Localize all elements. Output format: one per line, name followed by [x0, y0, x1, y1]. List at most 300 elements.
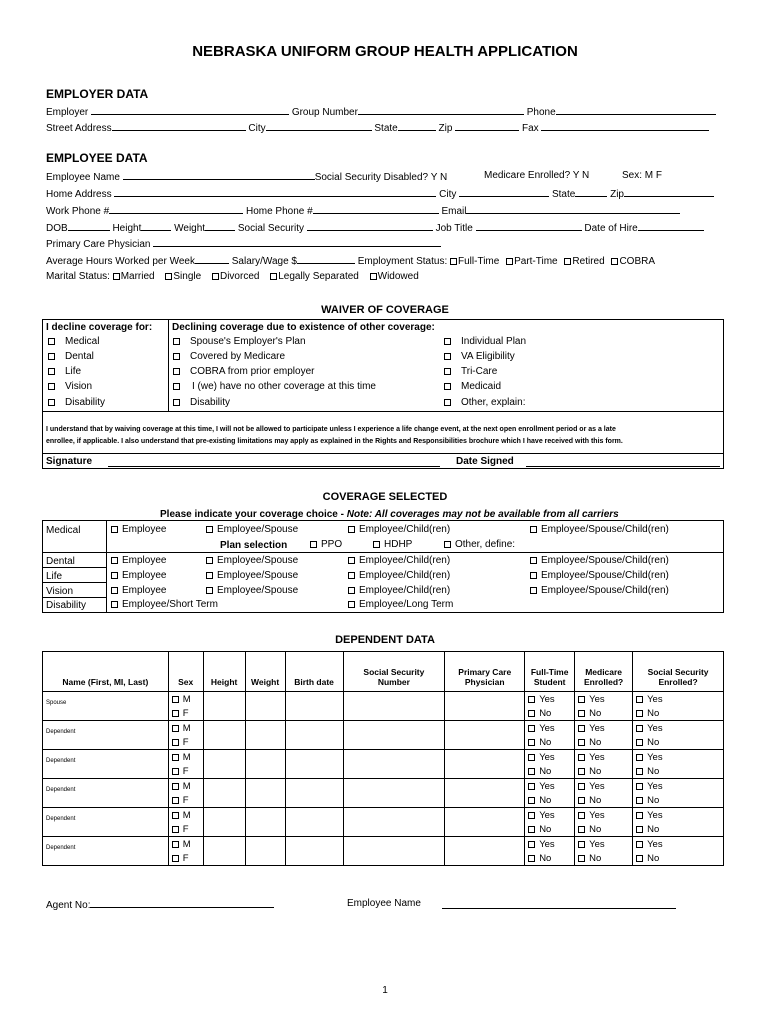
- student-no-checkbox[interactable]: [528, 739, 535, 746]
- vision-emp-children-checkbox[interactable]: [348, 587, 355, 594]
- dependent-pcp-cell[interactable]: [445, 779, 525, 808]
- dental-employee[interactable]: [111, 555, 166, 566]
- decline-life[interactable]: [48, 366, 81, 377]
- employer-city-field[interactable]: [266, 121, 372, 131]
- decline-dental-checkbox[interactable]: [48, 353, 55, 360]
- plan-hdhp-checkbox[interactable]: [373, 541, 380, 548]
- student-no-checkbox[interactable]: [528, 710, 535, 717]
- dependent-height-cell[interactable]: [203, 692, 245, 721]
- header-ss-number: Social Security Number: [343, 652, 445, 692]
- ss-yes-cell[interactable]: [633, 808, 724, 823]
- married-checkbox[interactable]: [113, 273, 120, 280]
- other-disability[interactable]: [173, 397, 230, 408]
- medicare-no-cell[interactable]: [575, 822, 633, 837]
- ss-no-cell[interactable]: [633, 764, 724, 779]
- decline-disability[interactable]: [48, 397, 105, 408]
- ss-yes-cell[interactable]: [633, 779, 724, 794]
- student-yes-label: Yes: [539, 751, 555, 763]
- other-cobra[interactable]: [173, 366, 314, 377]
- medical-employee-label: Employee: [122, 524, 167, 535]
- dependent-pcp-cell[interactable]: [445, 750, 525, 779]
- separated-label: Legally Separated: [278, 271, 359, 282]
- sex-m-label: M: [182, 780, 191, 792]
- plan-hdhp[interactable]: [373, 539, 412, 550]
- dependent-weight-cell[interactable]: [245, 692, 285, 721]
- ss-no-label: No: [647, 852, 660, 864]
- job-title-field[interactable]: [476, 221, 582, 231]
- single-checkbox[interactable]: [165, 273, 172, 280]
- dental-employee-checkbox[interactable]: [111, 557, 118, 564]
- life-employee[interactable]: [111, 570, 166, 581]
- other-disability-checkbox[interactable]: [173, 399, 180, 406]
- sex-f-checkbox[interactable]: [172, 739, 179, 746]
- vision-emp-spouse-checkbox[interactable]: [206, 587, 213, 594]
- medicare-no-cell[interactable]: [575, 706, 633, 721]
- ss-no-checkbox[interactable]: [636, 710, 643, 717]
- sex-f-cell[interactable]: [168, 706, 203, 721]
- dependent-row-label: Dependent: [46, 729, 76, 735]
- dependent-name-cell[interactable]: [43, 837, 169, 866]
- medicare-yes-checkbox[interactable]: [578, 841, 585, 848]
- dependent-birth-cell[interactable]: [285, 837, 343, 866]
- employee-row-4: [46, 221, 704, 234]
- medicare-yes-label: Yes: [589, 809, 605, 821]
- medicare-no-checkbox[interactable]: [578, 855, 585, 862]
- dependent-height-cell[interactable]: [203, 721, 245, 750]
- medical-emp-children-label: Employee/Child(ren): [359, 524, 451, 535]
- dependent-ss-cell[interactable]: [343, 837, 445, 866]
- disability-long-term-label: Employee/Long Term: [359, 599, 454, 610]
- dependent-weight-cell[interactable]: [245, 721, 285, 750]
- disability-short-term-checkbox[interactable]: [111, 601, 118, 608]
- employee-city-field[interactable]: [459, 187, 549, 197]
- ss-no-checkbox[interactable]: [636, 797, 643, 804]
- dental-emp-spouse-checkbox[interactable]: [206, 557, 213, 564]
- group-number-field[interactable]: [358, 105, 524, 115]
- medicare-no-label: No: [589, 852, 602, 864]
- medicare-yes-label: Yes: [589, 780, 605, 792]
- vision-employee-checkbox[interactable]: [111, 587, 118, 594]
- dependent-height-cell[interactable]: [203, 779, 245, 808]
- medical-emp-family-checkbox[interactable]: [530, 526, 537, 533]
- sex-f-cell[interactable]: [168, 764, 203, 779]
- other-medicaid[interactable]: [444, 381, 501, 392]
- medicare-no-cell[interactable]: [575, 851, 633, 866]
- cobra-checkbox[interactable]: [611, 258, 618, 265]
- medicare-no-cell[interactable]: [575, 764, 633, 779]
- dental-emp-family[interactable]: [530, 555, 669, 566]
- ss-yes-checkbox[interactable]: [636, 725, 643, 732]
- sex-m-checkbox[interactable]: [172, 725, 179, 732]
- disability-long-term[interactable]: [348, 599, 453, 610]
- student-no-cell[interactable]: [525, 793, 575, 808]
- ss-yes-checkbox[interactable]: [636, 841, 643, 848]
- student-no-label: No: [539, 794, 552, 806]
- employer-field[interactable]: [91, 105, 289, 115]
- decline-vision-checkbox[interactable]: [48, 383, 55, 390]
- student-no-checkbox[interactable]: [528, 855, 535, 862]
- dependent-weight-cell[interactable]: [245, 750, 285, 779]
- job-title-label: Job Title: [435, 223, 473, 234]
- ss-yes-checkbox[interactable]: [636, 783, 643, 790]
- home-address-field[interactable]: [114, 187, 436, 197]
- medicare-no-checkbox[interactable]: [578, 739, 585, 746]
- other-spouse-plan[interactable]: [173, 336, 306, 347]
- other-individual-checkbox[interactable]: [444, 338, 451, 345]
- dependent-pcp-cell[interactable]: [445, 721, 525, 750]
- employee-row-3: [46, 204, 680, 217]
- life-emp-family-checkbox[interactable]: [530, 572, 537, 579]
- medicare-yes-cell[interactable]: [575, 779, 633, 794]
- vision-emp-spouse[interactable]: [206, 585, 298, 596]
- dependent-weight-cell[interactable]: [245, 808, 285, 837]
- decline-medical[interactable]: [48, 336, 99, 347]
- dependent-height-cell[interactable]: [203, 750, 245, 779]
- sex-f-checkbox[interactable]: [172, 768, 179, 775]
- other-medicare[interactable]: [173, 351, 285, 362]
- employee-name-field[interactable]: [123, 170, 315, 180]
- other-none[interactable]: [173, 381, 376, 392]
- medical-emp-children[interactable]: [348, 524, 450, 535]
- ss-no-label: No: [647, 765, 660, 777]
- ss-no-checkbox[interactable]: [636, 739, 643, 746]
- divorced-checkbox[interactable]: [212, 273, 219, 280]
- student-no-cell[interactable]: [525, 764, 575, 779]
- medicare-no-checkbox[interactable]: [578, 768, 585, 775]
- plan-ppo-checkbox[interactable]: [310, 541, 317, 548]
- other-va-checkbox[interactable]: [444, 353, 451, 360]
- work-phone-field[interactable]: [109, 204, 243, 214]
- dependent-ss-cell[interactable]: [343, 692, 445, 721]
- ss-yes-label: Yes: [647, 722, 663, 734]
- medical-emp-children-checkbox[interactable]: [348, 526, 355, 533]
- student-yes-checkbox[interactable]: [528, 812, 535, 819]
- medical-emp-spouse[interactable]: [206, 524, 298, 535]
- medicare-yes-checkbox[interactable]: [578, 754, 585, 761]
- dental-emp-family-label: Employee/Spouse/Child(ren): [541, 555, 669, 566]
- ss-yes-cell[interactable]: [633, 837, 724, 852]
- sex-m-checkbox[interactable]: [172, 841, 179, 848]
- dependent-pcp-cell[interactable]: [445, 808, 525, 837]
- ss-no-label: No: [647, 736, 660, 748]
- employer-phone-field[interactable]: [556, 105, 716, 115]
- retired-checkbox[interactable]: [564, 258, 571, 265]
- dependent-ss-cell[interactable]: [343, 808, 445, 837]
- dental-emp-spouse[interactable]: [206, 555, 298, 566]
- ss-no-checkbox[interactable]: [636, 768, 643, 775]
- life-emp-children-checkbox[interactable]: [348, 572, 355, 579]
- ss-no-checkbox[interactable]: [636, 855, 643, 862]
- sex-m-checkbox[interactable]: [172, 754, 179, 761]
- sex-m-cell[interactable]: [168, 837, 203, 852]
- weight-field[interactable]: [205, 221, 235, 231]
- student-yes-cell[interactable]: [525, 808, 575, 823]
- vision-emp-family[interactable]: [530, 585, 669, 596]
- dependent-name-cell[interactable]: [43, 692, 169, 721]
- other-cobra-checkbox[interactable]: [173, 368, 180, 375]
- waiver-heading: WAIVER OF COVERAGE: [321, 304, 449, 316]
- medical-emp-family[interactable]: [530, 524, 669, 535]
- height-field[interactable]: [141, 221, 171, 231]
- dependent-birth-cell[interactable]: [285, 779, 343, 808]
- student-no-cell[interactable]: [525, 851, 575, 866]
- ss-yes-cell[interactable]: [633, 692, 724, 707]
- dental-emp-children[interactable]: [348, 555, 450, 566]
- other-spouse-plan-checkbox[interactable]: [173, 338, 180, 345]
- medical-employee-checkbox[interactable]: [111, 526, 118, 533]
- parttime-checkbox[interactable]: [506, 258, 513, 265]
- student-yes-label: Yes: [539, 780, 555, 792]
- table-row: [43, 692, 724, 707]
- vision-emp-children[interactable]: [348, 585, 450, 596]
- coverage-medical-label: Medical: [46, 525, 81, 536]
- plan-other-label: Other, define:: [455, 539, 516, 550]
- dependent-height-cell[interactable]: [203, 837, 245, 866]
- sex-m-cell[interactable]: [168, 779, 203, 794]
- student-yes-label: Yes: [539, 809, 555, 821]
- ss-yes-checkbox[interactable]: [636, 696, 643, 703]
- decline-disability-checkbox[interactable]: [48, 399, 55, 406]
- student-no-cell[interactable]: [525, 706, 575, 721]
- medical-emp-family-label: Employee/Spouse/Child(ren): [541, 524, 669, 535]
- other-tricare[interactable]: [444, 366, 497, 377]
- student-no-checkbox[interactable]: [528, 826, 535, 833]
- other-va[interactable]: [444, 351, 515, 362]
- date-signed-label: Date Signed: [456, 456, 514, 467]
- medicare-no-cell[interactable]: [575, 793, 633, 808]
- life-employee-checkbox[interactable]: [111, 572, 118, 579]
- dependent-birth-cell[interactable]: [285, 692, 343, 721]
- other-none-checkbox[interactable]: [173, 383, 180, 390]
- dependent-body: [43, 692, 724, 866]
- student-yes-checkbox[interactable]: [528, 725, 535, 732]
- sex-m-cell[interactable]: [168, 808, 203, 823]
- pcp-field[interactable]: [153, 237, 441, 247]
- street-address-field[interactable]: [112, 121, 246, 131]
- student-yes-label: Yes: [539, 693, 555, 705]
- salary-field[interactable]: [297, 254, 355, 264]
- agent-no-field[interactable]: [90, 898, 274, 908]
- student-no-label: No: [539, 707, 552, 719]
- other-explain-checkbox[interactable]: [444, 399, 451, 406]
- student-yes-checkbox[interactable]: [528, 783, 535, 790]
- vision-emp-family-checkbox[interactable]: [530, 587, 537, 594]
- dependent-name-cell[interactable]: [43, 721, 169, 750]
- sex-f-cell[interactable]: [168, 822, 203, 837]
- sex-f-cell[interactable]: [168, 851, 203, 866]
- medicare-yes-checkbox[interactable]: [578, 696, 585, 703]
- header-ss-enrolled: Social Security Enrolled?: [633, 652, 724, 692]
- home-phone-label: Home Phone #: [245, 206, 313, 217]
- dependent-name-cell[interactable]: [43, 808, 169, 837]
- employee-zip-field[interactable]: [624, 187, 714, 197]
- student-yes-checkbox[interactable]: [528, 754, 535, 761]
- dental-emp-family-checkbox[interactable]: [530, 557, 537, 564]
- ss-no-cell[interactable]: [633, 706, 724, 721]
- student-yes-label: Yes: [539, 838, 555, 850]
- sex-m-cell[interactable]: [168, 721, 203, 736]
- employer-state-label: State: [374, 123, 398, 134]
- student-yes-checkbox[interactable]: [528, 841, 535, 848]
- sex-m-checkbox[interactable]: [172, 812, 179, 819]
- other-medicaid-label: Medicaid: [461, 381, 502, 392]
- medicare-yes-cell[interactable]: [575, 808, 633, 823]
- ss-yes-label: Yes: [647, 693, 663, 705]
- ss-yes-cell[interactable]: [633, 721, 724, 736]
- coverage-instruction-text: Please indicate your coverage choice -: [160, 509, 347, 520]
- dependent-birth-cell[interactable]: [285, 808, 343, 837]
- ss-no-cell[interactable]: [633, 793, 724, 808]
- signature-line[interactable]: [108, 466, 440, 467]
- dental-emp-children-checkbox[interactable]: [348, 557, 355, 564]
- dependent-pcp-cell[interactable]: [445, 692, 525, 721]
- sex-m-label: M: [182, 809, 191, 821]
- employer-state-field[interactable]: [398, 121, 436, 131]
- student-yes-cell[interactable]: [525, 779, 575, 794]
- student-no-cell[interactable]: [525, 735, 575, 750]
- date-signed-line[interactable]: [526, 466, 720, 467]
- dependent-birth-cell[interactable]: [285, 750, 343, 779]
- dependent-weight-cell[interactable]: [245, 837, 285, 866]
- life-emp-family[interactable]: [530, 570, 669, 581]
- medicare-no-checkbox[interactable]: [578, 797, 585, 804]
- sex-f-checkbox[interactable]: [172, 826, 179, 833]
- dependent-weight-cell[interactable]: [245, 779, 285, 808]
- decline-dental[interactable]: [48, 351, 94, 362]
- employer-fax-label: Fax: [522, 123, 539, 134]
- employer-zip-field[interactable]: [455, 121, 519, 131]
- decline-life-checkbox[interactable]: [48, 368, 55, 375]
- employer-data-heading: EMPLOYER DATA: [46, 87, 149, 101]
- pcp-label: Primary Care Physician: [46, 239, 151, 250]
- other-medicaid-checkbox[interactable]: [444, 383, 451, 390]
- agent-no-row: [46, 898, 274, 911]
- decline-medical-checkbox[interactable]: [48, 338, 55, 345]
- dependent-ss-cell[interactable]: [343, 721, 445, 750]
- ss-yes-label: Yes: [647, 780, 663, 792]
- student-yes-cell[interactable]: [525, 721, 575, 736]
- home-phone-field[interactable]: [313, 204, 439, 214]
- other-individual[interactable]: [444, 336, 526, 347]
- medicare-no-label: No: [589, 823, 602, 835]
- sex-f-checkbox[interactable]: [172, 797, 179, 804]
- dependent-ss-cell[interactable]: [343, 779, 445, 808]
- life-emp-children[interactable]: [348, 570, 450, 581]
- student-no-cell[interactable]: [525, 822, 575, 837]
- plan-other-checkbox[interactable]: [444, 541, 451, 548]
- sex-m-cell[interactable]: [168, 750, 203, 765]
- sex-m-cell[interactable]: [168, 692, 203, 707]
- sex-m-checkbox[interactable]: [172, 783, 179, 790]
- vision-emp-children-label: Employee/Child(ren): [359, 585, 451, 596]
- vision-employee[interactable]: [111, 585, 166, 596]
- student-yes-checkbox[interactable]: [528, 696, 535, 703]
- other-tricare-checkbox[interactable]: [444, 368, 451, 375]
- widowed-checkbox[interactable]: [370, 273, 377, 280]
- dependent-name-cell[interactable]: [43, 750, 169, 779]
- employee-state-field[interactable]: [575, 187, 607, 197]
- sex-f-cell[interactable]: [168, 793, 203, 808]
- dependent-birth-cell[interactable]: [285, 721, 343, 750]
- footer-employee-name-line[interactable]: [442, 908, 676, 909]
- medicare-yes-cell[interactable]: [575, 692, 633, 707]
- dependent-name-cell[interactable]: [43, 779, 169, 808]
- waiver-statement-1: I understand that by waiving coverage at this time, I will not be allowed to participate unless I experience a life change event, at the next open enrollment period or as a late: [46, 426, 616, 433]
- other-medicare-checkbox[interactable]: [173, 353, 180, 360]
- student-yes-cell[interactable]: [525, 692, 575, 707]
- separated-checkbox[interactable]: [270, 273, 277, 280]
- avg-hours-field[interactable]: [195, 254, 229, 264]
- sex-f-checkbox[interactable]: [172, 710, 179, 717]
- fulltime-checkbox[interactable]: [450, 258, 457, 265]
- medicare-no-checkbox[interactable]: [578, 710, 585, 717]
- employment-status-label: Employment Status:: [357, 256, 448, 267]
- dependent-pcp-cell[interactable]: [445, 837, 525, 866]
- sex-f-checkbox[interactable]: [172, 855, 179, 862]
- medicare-no-checkbox[interactable]: [578, 826, 585, 833]
- medicare-no-cell[interactable]: [575, 735, 633, 750]
- medicare-no-label: No: [589, 794, 602, 806]
- plan-ppo[interactable]: [310, 539, 342, 550]
- ss-no-checkbox[interactable]: [636, 826, 643, 833]
- disability-short-term[interactable]: [111, 599, 218, 610]
- dependent-height-cell[interactable]: [203, 808, 245, 837]
- medical-employee[interactable]: [111, 524, 166, 535]
- employer-phone-label: Phone: [526, 107, 556, 118]
- dependent-ss-cell[interactable]: [343, 750, 445, 779]
- sex-m-checkbox[interactable]: [172, 696, 179, 703]
- email-label: Email: [441, 206, 467, 217]
- student-no-checkbox[interactable]: [528, 797, 535, 804]
- medicare-yes-checkbox[interactable]: [578, 783, 585, 790]
- life-emp-spouse[interactable]: [206, 570, 298, 581]
- dob-field[interactable]: [68, 221, 110, 231]
- email-field[interactable]: [466, 204, 680, 214]
- medicare-yes-checkbox[interactable]: [578, 812, 585, 819]
- disability-long-term-checkbox[interactable]: [348, 601, 355, 608]
- employer-row-1: [46, 105, 716, 118]
- employer-fax-field[interactable]: [541, 121, 709, 131]
- medicare-yes-cell[interactable]: [575, 750, 633, 765]
- medicare-yes-cell[interactable]: [575, 721, 633, 736]
- ss-no-cell[interactable]: [633, 851, 724, 866]
- other-cobra-label: COBRA from prior employer: [190, 366, 315, 377]
- medicare-yes-checkbox[interactable]: [578, 725, 585, 732]
- student-yes-cell[interactable]: [525, 750, 575, 765]
- ss-yes-cell[interactable]: [633, 750, 724, 765]
- student-no-label: No: [539, 823, 552, 835]
- student-no-label: No: [539, 852, 552, 864]
- student-no-checkbox[interactable]: [528, 768, 535, 775]
- sex-f-cell[interactable]: [168, 735, 203, 750]
- ss-yes-checkbox[interactable]: [636, 754, 643, 761]
- plan-other[interactable]: [444, 539, 515, 550]
- life-emp-spouse-label: Employee/Spouse: [217, 570, 299, 581]
- ss-field[interactable]: [307, 221, 433, 231]
- disability-short-term-label: Employee/Short Term: [122, 599, 218, 610]
- medicare-yes-cell[interactable]: [575, 837, 633, 852]
- ss-no-cell[interactable]: [633, 735, 724, 750]
- ss-yes-checkbox[interactable]: [636, 812, 643, 819]
- date-hire-field[interactable]: [638, 221, 704, 231]
- waiver-rule-2: [42, 453, 724, 454]
- medical-emp-spouse-checkbox[interactable]: [206, 526, 213, 533]
- life-emp-spouse-checkbox[interactable]: [206, 572, 213, 579]
- other-explain[interactable]: [444, 397, 525, 408]
- decline-vision[interactable]: [48, 381, 92, 392]
- ss-no-cell[interactable]: [633, 822, 724, 837]
- student-yes-cell[interactable]: [525, 837, 575, 852]
